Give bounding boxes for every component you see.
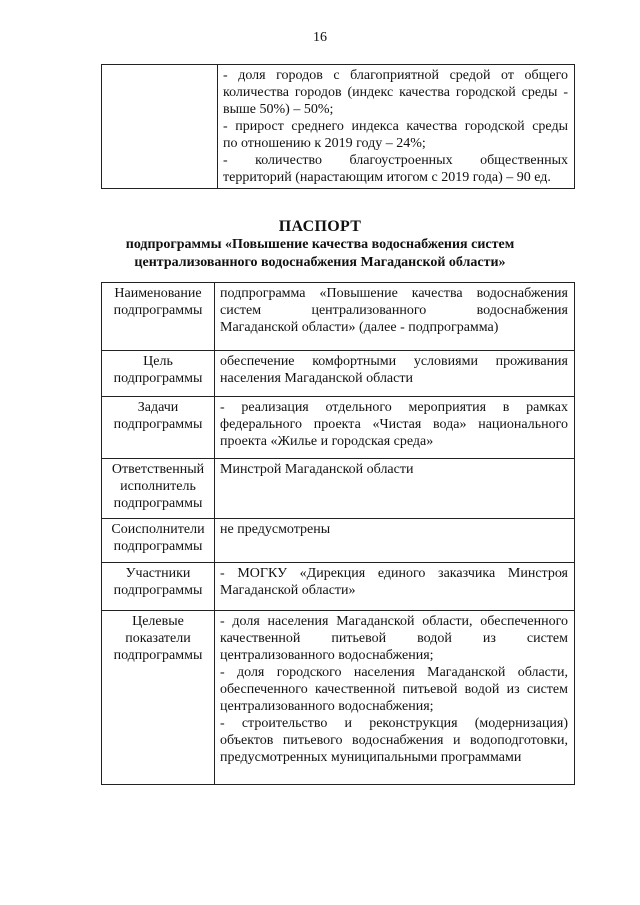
label-line: Соисполнители [111,522,205,537]
label-cell [102,519,215,563]
text-line: Минстрой Магаданской области [220,462,414,477]
label-line: показатели [125,631,191,646]
text-line: не предусмотрены [220,522,331,537]
label-cell [102,397,215,459]
text-line: федерального проекта «Чистая вода» национального [220,417,568,432]
label-line: Наименование [114,286,202,301]
row-name [102,283,575,351]
label-line: Цель [143,354,173,369]
text-line: - прирост среднего индекса качества городской среды [223,119,568,134]
row-responsible [102,459,575,519]
text-line: проекта «Жилье и городская среда» [220,434,434,449]
text-line: качественной питьевой водой из систем [220,631,568,646]
value-cell [215,351,575,397]
text-line: обеспеченного качественной питьевой водой из систем [220,682,568,697]
text-line: количества городов (индекс качества городской среды - [223,85,568,100]
indicators-cell [218,65,575,189]
text-line: Магаданской области» (далее - подпрограмма) [220,320,499,335]
text-line: централизованного водоснабжения; [220,648,434,663]
subtitle-line: подпрограммы «Повышение качества водоснабжения систем [125,237,515,252]
value-cell [215,397,575,459]
label-line: Ответственный [111,462,205,477]
subtitle-line: централизованного водоснабжения Магаданской области» [134,255,506,270]
label-line: подпрограммы [113,303,203,318]
value-cell [215,459,575,519]
row-co-executors [102,519,575,563]
label-cell [102,611,215,785]
text-line: Магаданской области» [220,583,356,598]
label-line: исполнитель [120,479,196,494]
page-number: 16 [313,30,327,45]
text-line: - доля населения Магаданской области, обеспеченного [220,614,568,629]
text-line: систем централизованного водоснабжения [220,303,568,318]
label-line: Участники [125,566,191,581]
label-line: Целевые [132,614,184,629]
label-line: подпрограммы [113,496,203,511]
label-cell [102,283,215,351]
text-line: - доля городского населения Магаданской области, [220,665,568,680]
text-line: выше 50%) – 50%; [223,102,334,117]
value-cell [215,283,575,351]
passport-table [101,282,575,785]
value-cell [215,563,575,611]
label-line: подпрограммы [113,417,203,432]
text-line: централизованного водоснабжения; [220,699,434,714]
label-cell [102,563,215,611]
value-cell [215,519,575,563]
label-line: Задачи [137,400,179,415]
label-line: подпрограммы [113,371,203,386]
text-line: - строительство и реконструкция (модернизация) [220,716,568,731]
text-line: предусмотренных муниципальными программами [220,750,522,765]
text-line: - количество благоустроенных общественных [223,153,568,168]
value-cell [215,611,575,785]
label-cell [102,351,215,397]
label-cell [102,459,215,519]
text-line: населения Магаданской области [220,371,413,386]
text-line: подпрограмма «Повышение качества водоснабжения [220,286,568,301]
continued-indicators-table [101,64,575,189]
row-tasks [102,397,575,459]
passport-title: ПАСПОРТ [278,218,362,235]
text-line: - реализация отдельного мероприятия в рамках [220,400,568,415]
text-line: - МОГКУ «Дирекция единого заказчика Минстроя [220,566,568,581]
label-line: подпрограммы [113,539,203,554]
text-line: - доля городов с благоприятной средой от общего [223,68,568,83]
text-line: по отношению к 2019 году – 24%; [223,136,426,151]
label-line: подпрограммы [113,583,203,598]
text-line: территорий (нарастающим итогом с 2019 года) – 90 ед. [223,170,551,185]
text-line: обеспечение комфортными условиями проживания [220,354,568,369]
row-indicators [102,611,575,785]
text-line: объектов питьевого водоснабжения и водоподготовки, [220,733,568,748]
empty-label-cell [102,65,218,189]
label-line: подпрограммы [113,648,203,663]
passport-subtitle [0,236,640,272]
row-goal [102,351,575,397]
row-participants [102,563,575,611]
table-row [102,65,575,189]
